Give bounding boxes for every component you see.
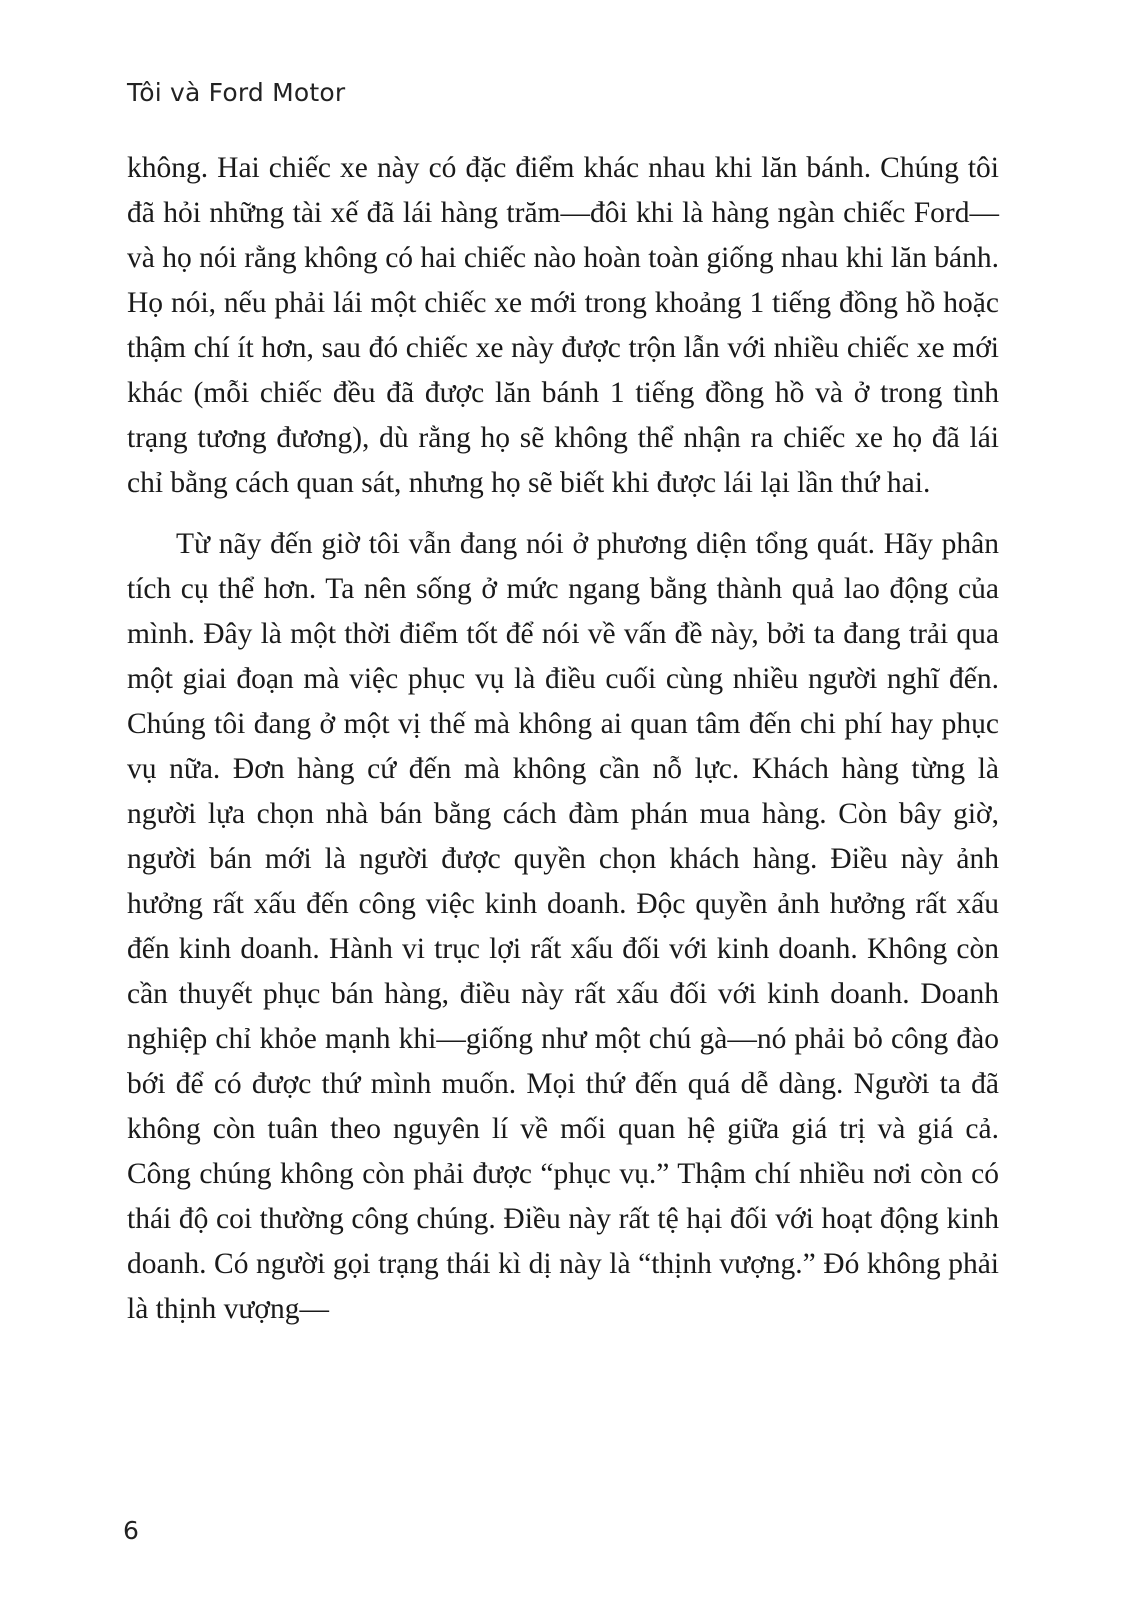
running-header-title: Tôi và Ford Motor [127,78,346,107]
paragraph-indented: Từ nãy đến giờ tôi vẫn đang nói ở phương diện tổng quát. Hãy phân tích cụ thể hơn. Ta nên sống ở mức ngang bằng thành quả lao động của mình. Đây là một thời điểm tốt để nói về vấn đề này, bởi ta đang trải qua một giai đoạn mà việc phục vụ là điều cuối cùng nhiều người nghĩ đến. Chúng tôi đang ở một vị thế mà không ai quan tâm đến chi phí hay phục vụ nữa. Đơn hàng cứ đến mà không cần nỗ lực. Khách hàng từng là người lựa chọn nhà bán bằng cách đàm phán mua hàng. Còn bây giờ, người bán mới là người được quyền chọn khách hàng. Điều này ảnh hưởng rất xấu đến công việc kinh doanh. Độc quyền ảnh hưởng rất xấu đến kinh doanh. Hành vi trục lợi rất xấu đối với kinh doanh. Không còn cần thuyết phục bán hàng, điều này rất xấu đối với kinh doanh. Doanh nghiệp chỉ khỏe mạnh khi—giống như một chú gà—nó phải bỏ công đào bới để có được thứ mình muốn. Mọi thứ đến quá dễ dàng. Người ta đã không còn tuân theo nguyên lí về mối quan hệ giữa giá trị và giá cả. Công chúng không còn phải được “phục vụ.” Thậm chí nhiều nơi còn có thái độ coi thường công chúng. Điều này rất tệ hại đối với hoạt động kinh doanh. Có người gọi trạng thái kì dị này là “thịnh vượng.” Đó không phải là thịnh vượng— [127,528,999,1325]
body-text [127,146,999,1332]
page-number: 6 [123,1516,139,1545]
paragraph-continued: không. Hai chiếc xe này có đặc điểm khác nhau khi lăn bánh. Chúng tôi đã hỏi những tài xế đã lái hàng trăm—đôi khi là hàng ngàn chiếc Ford—và họ nói rằng không có hai chiếc nào hoàn toàn giống nhau khi lăn bánh. Họ nói, nếu phải lái một chiếc xe mới trong khoảng 1 tiếng đồng hồ hoặc thậm chí ít hơn, sau đó chiếc xe này được trộn lẫn với nhiều chiếc xe mới khác (mỗi chiếc đều đã được lăn bánh 1 tiếng đồng hồ và ở trong tình trạng tương đương), dù rằng họ sẽ không thể nhận ra chiếc xe họ đã lái chỉ bằng cách quan sát, nhưng họ sẽ biết khi được lái lại lần thứ hai. [127,152,999,499]
